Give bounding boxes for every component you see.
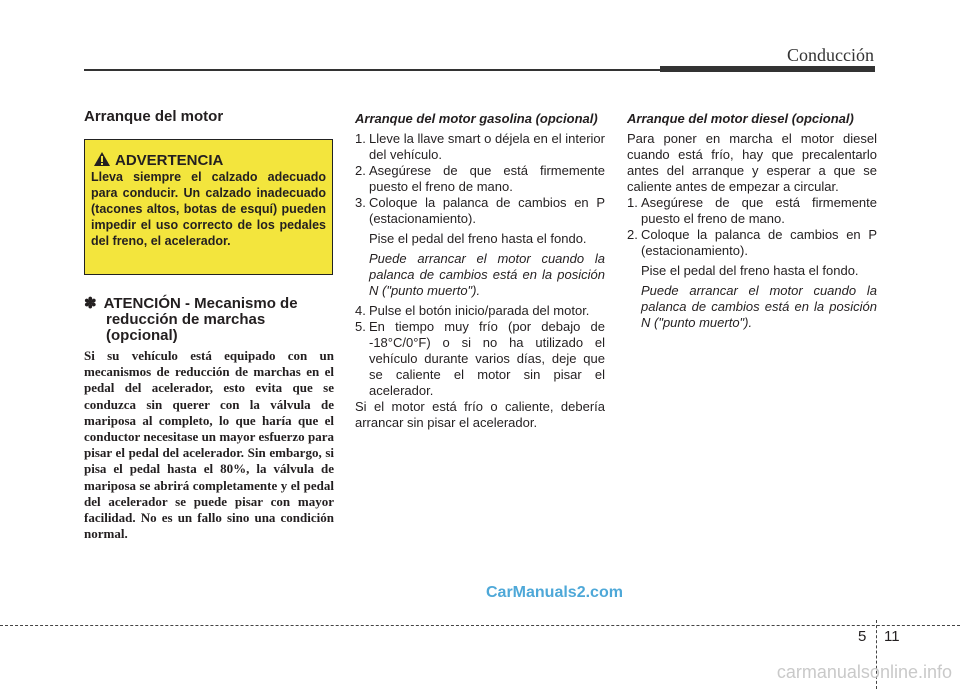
list-item bbox=[355, 163, 605, 195]
header-rule bbox=[84, 69, 660, 71]
list-item bbox=[627, 227, 877, 259]
header-rule-bold bbox=[660, 66, 875, 72]
attention-heading-line3: (opcional) bbox=[106, 327, 178, 344]
warning-title: ADVERTENCIA bbox=[115, 152, 224, 169]
chapter-number: 5 bbox=[858, 628, 867, 645]
watermark-link[interactable]: CarManuals2.com bbox=[486, 584, 623, 601]
warning-triangle-icon bbox=[93, 151, 111, 167]
step-number: 1. bbox=[355, 131, 366, 146]
list-item bbox=[355, 131, 605, 163]
asterisk-icon: ✽ bbox=[84, 295, 97, 312]
list-item bbox=[627, 195, 877, 227]
step-text: Asegúrese de que está firmemente puesto el freno de mano. bbox=[369, 163, 605, 194]
step-text: En tiempo muy frío (por debajo de -18°C/0°F) o si no ha utilizado el vehículo durante varios días, deje que se caliente el motor sin pisar el acelerador. bbox=[369, 319, 605, 398]
closing-text: Si el motor está frío o caliente, debería arrancar sin pisar el acelerador. bbox=[355, 399, 605, 430]
step-number: 4. bbox=[355, 303, 366, 318]
attention-body: Si su vehículo está equipado con un mecanismos de reducción de marchas en el pedal del acelerador, esto evita que se conduzca sin querer con la válvula de mariposa al completo, lo que haría que el conductor necesitase un mayor esfuerzo para pisar el pedal del acelerador. Sin embargo, si pisa el pedal hasta el 80%, la válvula de mariposa se abrirá completamente y el pedal del acelerador se puede pisar con mayor facilidad. No es un fallo sino una condición normal. bbox=[84, 348, 334, 542]
attention-heading bbox=[84, 296, 334, 344]
step-note: Pise el pedal del freno hasta el fondo. bbox=[641, 263, 859, 278]
site-watermark: carmanualsonline.info bbox=[776, 662, 952, 682]
step-number: 3. bbox=[355, 195, 366, 210]
attention-heading-line1: ATENCIÓN - Mecanismo de bbox=[103, 295, 298, 312]
warning-box bbox=[84, 139, 333, 275]
diesel-start-title: Arranque del motor diesel (opcional) bbox=[627, 111, 854, 126]
step-text: Asegúrese de que está firmemente puesto el freno de mano. bbox=[641, 195, 877, 226]
right-column bbox=[627, 111, 877, 331]
step-text: Coloque la palanca de cambios en P (estacionamiento). bbox=[641, 227, 877, 258]
step-number: 2. bbox=[627, 227, 638, 242]
left-column bbox=[84, 108, 334, 126]
list-item bbox=[355, 303, 605, 319]
section-title: Conducción bbox=[787, 45, 874, 65]
diesel-intro: Para poner en marcha el motor diesel cuando está frío, hay que precalentarlo antes del arranque y esperar a que se caliente antes de empezar a circular. bbox=[627, 131, 877, 194]
attention-heading-line2: reducción de marchas bbox=[106, 311, 266, 328]
step-note-italic: Puede arrancar el motor cuando la palanca de cambios está en la posición N ("punto muerto"). bbox=[369, 251, 605, 298]
page-number: 11 bbox=[884, 628, 900, 645]
page-heading: Arranque del motor bbox=[84, 108, 224, 125]
step-text: Pulse el botón inicio/parada del motor. bbox=[369, 303, 590, 318]
gasoline-start-title: Arranque del motor gasolina (opcional) bbox=[355, 111, 598, 126]
step-number: 1. bbox=[627, 195, 638, 210]
footer-rule bbox=[0, 625, 960, 626]
list-item bbox=[355, 319, 605, 399]
step-note-italic: Puede arrancar el motor cuando la palanca de cambios está en la posición N ("punto muerto"). bbox=[641, 283, 877, 330]
step-number: 5. bbox=[355, 319, 366, 334]
step-text: Lleve la llave smart o déjela en el interior del vehículo. bbox=[369, 131, 605, 162]
step-note: Pise el pedal del freno hasta el fondo. bbox=[369, 231, 587, 246]
step-number: 2. bbox=[355, 163, 366, 178]
list-item bbox=[355, 195, 605, 227]
step-text: Coloque la palanca de cambios en P (estacionamiento). bbox=[369, 195, 605, 226]
middle-column bbox=[355, 111, 605, 431]
warning-text: Lleva siempre el calzado adecuado para conducir. Un calzado inadecuado (tacones altos, botas de esquí) pueden impedir el uso correcto de los pedales del freno, el acelerador. bbox=[91, 170, 326, 248]
